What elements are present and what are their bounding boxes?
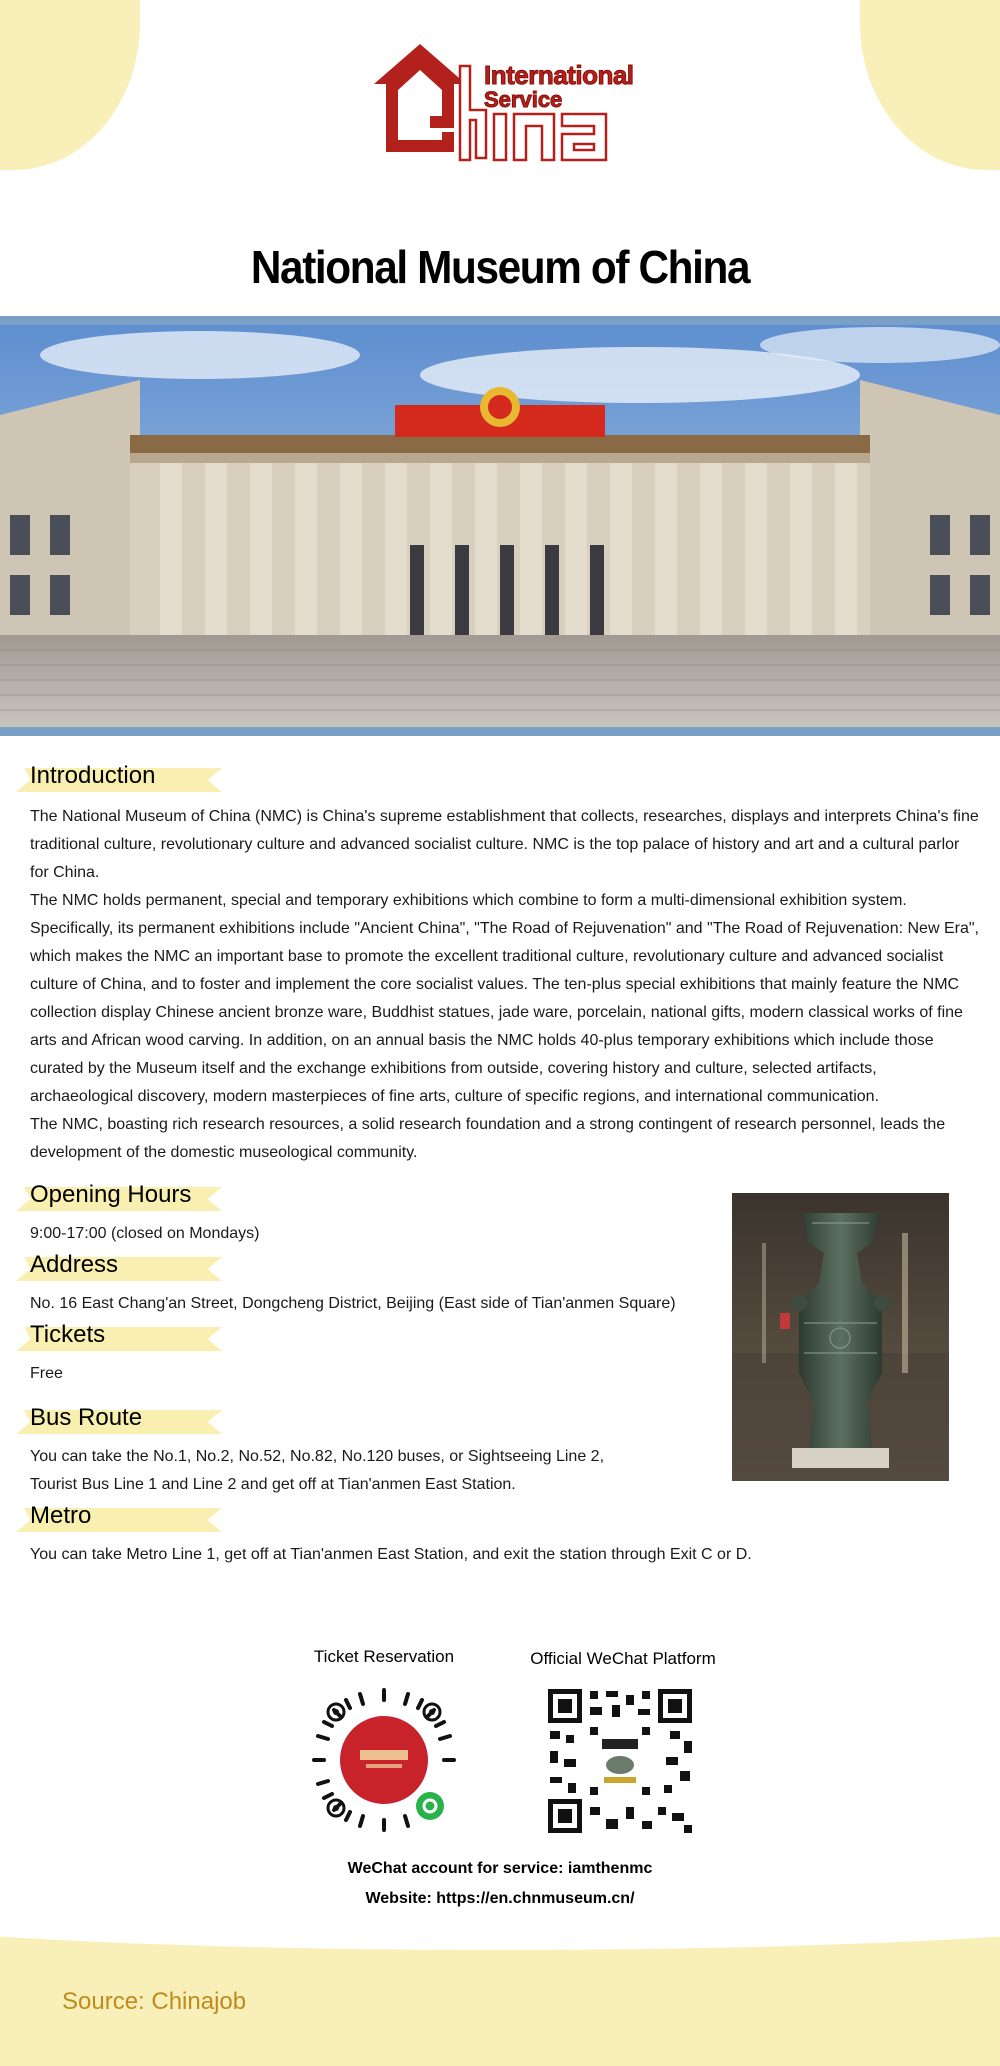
heading-label: Tickets [30,1321,106,1348]
page-title: National Museum of China [250,241,750,293]
bronze-vessel-photo [732,1193,949,1481]
ticket-reservation-label: Ticket Reservation [313,1647,455,1666]
tickets-text: Free [30,1365,63,1382]
wechat-platform-label: Official WeChat Platform [530,1649,716,1668]
heading-opening-hours [16,1181,222,1213]
heading-address [16,1251,222,1283]
heading-label: Opening Hours [30,1181,192,1208]
website-text: Website: https://en.chnmuseum.cn/ [365,1890,635,1907]
heading-tickets [16,1321,222,1353]
wechat-account-text: WeChat account for service: iamthenmc [347,1860,653,1877]
intro-paragraph: The NMC, boasting rich research resources, a solid research foundation and a strong contingent of research personnel, leads the development of the domestic museological community. [30,1116,946,1161]
address-text: No. 16 East Chang'an Street, Dongcheng District, Beijing (East side of Tian'anmen Square) [30,1295,676,1312]
heading-label: Bus Route [30,1404,143,1431]
metro-text: You can take Metro Line 1, get off at Tian'anmen East Station, and exit the station through Exit C or D. [30,1546,752,1563]
opening-hours-text: 9:00-17:00 (closed on Mondays) [30,1225,260,1242]
corner-decoration-left [0,0,140,170]
museum-building-photo [0,325,1000,727]
introduction-text [30,803,980,1167]
heading-introduction [16,762,222,794]
heading-label: Introduction [30,762,156,789]
heading-bus-route [16,1404,222,1436]
corner-decoration-right [860,0,1000,170]
heading-metro [16,1502,222,1534]
heading-label: Metro [30,1502,92,1529]
logo-line-service: Service [484,87,563,112]
intro-paragraph: The National Museum of China (NMC) is China's supreme establishment that collects, researches, displays and interprets China's fine traditional culture, revolutionary culture and advanced socialist culture. NMC is the top palace of history and art and a cultural parlor for China. [30,808,979,881]
bus-route-line-2: Tourist Bus Line 1 and Line 2 and get off at Tian'anmen East Station. [30,1476,516,1493]
ticket-reservation-qr-code[interactable] [310,1686,458,1834]
bus-route-line-1: You can take the No.1, No.2, No.52, No.82, No.120 buses, or Sightseeing Line 2, [30,1448,605,1465]
logo-line-international: International [484,60,634,90]
heading-label: Address [30,1251,119,1278]
intro-paragraph: The NMC holds permanent, special and temporary exhibitions which combine to form a multi-dimensional exhibition system. Specifically, its permanent exhibitions include "Ancient China", "The Road of Rejuvenation" and "The Road of Rejuvenation: New Era", which makes the NMC an important base to promote the excellent traditional culture, revolutionary culture and advanced socialist culture of China, and to foster and implement the core socialist values. The ten-plus special exhibitions that mainly feature the NMC collection display Chinese ancient bronze ware, Buddhist statues, jade ware, porcelain, national gifts, modern classical works of fine arts and African wood carving. In addition, on an annual basis the NMC holds 40-plus temporary exhibitions which include those curated by the Museum itself and the exchange exhibitions from outside, covering history and culture, selected artifacts, archaeological discovery, modern masterpieces of fine arts, culture of specific regions, and international communication. [30,892,979,1105]
source-credit: Source: Chinajob [62,1988,247,2015]
international-service-china-logo [370,40,640,168]
wechat-platform-qr-code[interactable] [546,1687,694,1835]
